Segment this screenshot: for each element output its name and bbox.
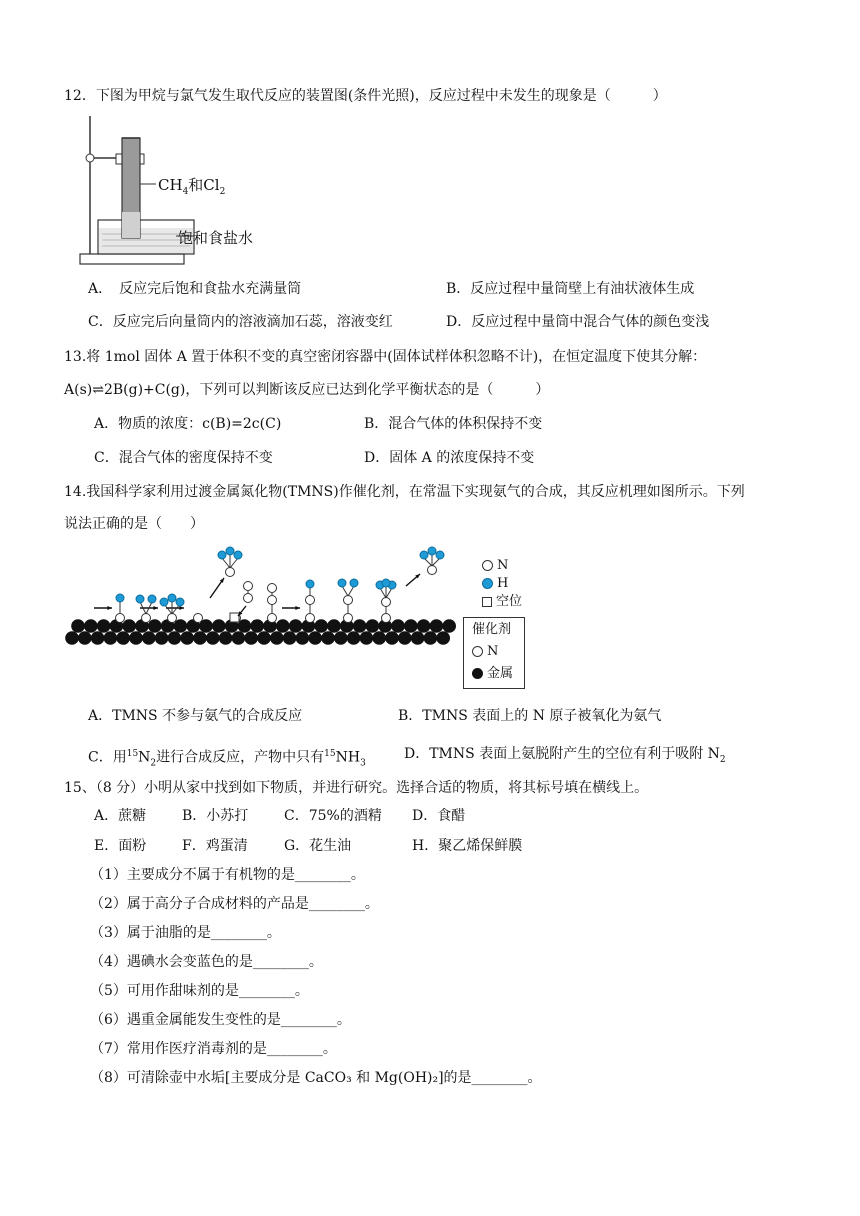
metal-atom	[398, 631, 412, 645]
q15-option-g: G．花生油	[284, 838, 352, 854]
h-atom	[382, 579, 390, 587]
surface-n-atom	[168, 614, 177, 623]
surface-n-atom	[194, 614, 203, 623]
n-atom	[344, 596, 353, 605]
q12-option-c: C．反应完后向量筒内的溶液滴加石蕊，溶液变红	[88, 314, 393, 330]
q15-option-b: B．小苏打	[182, 808, 249, 824]
bond	[386, 588, 392, 598]
q15-option-e: E．面粉	[94, 838, 147, 854]
q15-option-h: H．聚乙烯保鲜膜	[412, 838, 523, 854]
legend-h: H	[482, 576, 508, 592]
metal-atom	[65, 631, 79, 645]
h-atom	[234, 551, 242, 559]
catalyst-metal: 金属	[472, 666, 513, 682]
surface-n-atom	[268, 614, 277, 623]
q15-option-c: C．75%的酒精	[284, 808, 382, 824]
metal-atom	[321, 631, 335, 645]
bond	[380, 588, 386, 598]
metal-atom	[353, 619, 367, 633]
h-atom	[136, 595, 144, 603]
q14-stem-line1: 14.我国科学家利用过渡金属氮化物(TMNS)作催化剂，在常温下实现氨气的合成，其反应机理如图所示。下列	[64, 484, 745, 500]
metal-atom	[283, 631, 297, 645]
vacancy	[230, 613, 239, 622]
metal-atom	[97, 619, 111, 633]
q15-item-2: （2）属于高分子合成材料的产品是________。	[90, 896, 379, 912]
q12-gas-label: $CH_4$和$Cl_2$	[158, 176, 226, 197]
catalyst-n: N	[472, 644, 498, 660]
n-atom	[268, 584, 277, 593]
arrow-head	[107, 606, 112, 610]
metal-atom	[411, 631, 425, 645]
q13-stem-line2: A(s)⇌2B(g)+C(g)，下列可以判断该反应已达到化学平衡状态的是（ ）	[64, 382, 550, 398]
metal-atom	[232, 631, 246, 645]
q14-option-a: A．TMNS 不参与氨气的合成反应	[88, 708, 303, 724]
q15-item-5: （5）可用作甜味剂的是________。	[90, 983, 309, 999]
metal-atom	[296, 631, 310, 645]
legend-n: N	[482, 558, 508, 574]
q15-item-6: （6）遇重金属能发生变性的是________。	[90, 1012, 351, 1028]
q13-option-c: C．混合气体的密度保持不变	[94, 450, 273, 466]
n-atom	[244, 594, 253, 603]
surface-n-atom	[142, 614, 151, 623]
metal-atom	[71, 619, 85, 633]
metal-atom	[314, 619, 328, 633]
metal-atom	[391, 619, 405, 633]
n-atom	[306, 596, 315, 605]
q15-stem: 15、（8 分）小明从家中找到如下物质，并进行研究。选择合适的物质，将其标号填在横线上。	[64, 780, 649, 796]
surface-n-atom	[116, 614, 125, 623]
q12-option-d: D．反应过程中量筒中混合气体的颜色变浅	[446, 314, 710, 330]
metal-atom	[250, 619, 264, 633]
metal-atom	[327, 619, 341, 633]
h-atom	[160, 598, 168, 606]
n-atom	[226, 568, 235, 577]
q14-stem-line2: 说法正确的是（ ）	[64, 516, 204, 532]
metal-atom	[289, 619, 303, 633]
q14-option-c: C．用$^{15}N_2$进行合成反应，产物中只有$^{15}NH_3$	[88, 749, 366, 769]
q15-item-7: （7）常用作医疗消毒剂的是________。	[90, 1041, 337, 1057]
bond	[230, 558, 238, 568]
metal-atom	[417, 619, 431, 633]
metal-atom	[122, 619, 136, 633]
q12-water-label: 饱和食盐水	[178, 229, 254, 247]
n-atom	[244, 582, 253, 591]
surface-n-atom	[306, 614, 315, 623]
metal-atom	[430, 619, 444, 633]
q14-option-d: D．TMNS 表面上氨脱附产生的空位有利于吸附 $N_2$	[404, 746, 726, 765]
metal-atom	[193, 631, 207, 645]
metal-atom	[372, 631, 386, 645]
metal-atom	[424, 631, 438, 645]
h-atom	[420, 551, 428, 559]
metal-atom	[360, 631, 374, 645]
n-atom	[268, 596, 277, 605]
q13-stem-line1: 13.将 1mol 固体 A 置于体积不变的真空密闭容器中(固体试样体积忽略不计)，在恒定温度下使其分解：	[64, 349, 707, 365]
legend-vacancy: 空位	[482, 594, 522, 610]
h-atom	[428, 547, 436, 555]
q12-option-b: B．反应过程中量筒壁上有油状液体生成	[446, 281, 695, 297]
q12-stem: 12．下图为甲烷与氯气发生取代反应的装置图(条件光照)，反应过程中未发生的现象是（ ）	[64, 88, 667, 104]
h-atom	[168, 594, 176, 602]
metal-atom	[168, 631, 182, 645]
metal-atom	[104, 631, 118, 645]
q14-option-b: B．TMNS 表面上的 N 原子被氧化为氨气	[398, 708, 662, 724]
h-atom	[338, 579, 346, 587]
metal-atom	[206, 631, 220, 645]
h-atom	[218, 551, 226, 559]
bond	[342, 586, 348, 596]
h-atom	[350, 579, 358, 587]
metal-atom	[404, 619, 418, 633]
metal-atom	[155, 631, 169, 645]
q15-item-8: （8）可清除壶中水垢[主要成分是 CaCO₃ 和 Mg(OH)₂]的是________。	[90, 1070, 542, 1086]
metal-atom	[148, 619, 162, 633]
q15-item-1: （1）主要成分不属于有机物的是________。	[90, 867, 365, 883]
h-atom	[148, 595, 156, 603]
metal-atom	[436, 631, 450, 645]
arrow-head	[179, 606, 184, 610]
metal-atom	[219, 631, 233, 645]
h-atom	[176, 598, 184, 606]
n-atom	[428, 566, 437, 575]
q12-option-a: A． 反应完后饱和食盐水充满量筒	[88, 281, 302, 297]
catalyst-title: 催化剂	[472, 622, 512, 637]
q13-option-a: A．物质的浓度：c(B)=2c(C)	[94, 416, 282, 432]
catalyst-legend-box	[463, 617, 525, 689]
metal-atom	[385, 631, 399, 645]
metal-atom	[244, 631, 258, 645]
metal-atom	[347, 631, 361, 645]
surface-n-atom	[344, 614, 353, 623]
metal-atom	[84, 619, 98, 633]
metal-atom	[257, 631, 271, 645]
metal-atom	[78, 631, 92, 645]
q13-option-d: D．固体 A 的浓度保持不变	[364, 450, 535, 466]
metal-atom	[116, 631, 130, 645]
q15-item-4: （4）遇碘水会变蓝色的是________。	[90, 954, 323, 970]
metal-atom	[142, 631, 156, 645]
h-atom	[116, 594, 124, 602]
surface-n-atom	[382, 614, 391, 623]
arrow-head	[153, 606, 158, 610]
metal-atom	[180, 631, 194, 645]
arrow-head	[295, 606, 300, 610]
h-atom	[226, 547, 234, 555]
h-atom	[306, 580, 314, 588]
metal-atom	[308, 631, 322, 645]
q15-option-f: F．鸡蛋清	[182, 838, 248, 854]
bond	[348, 586, 354, 596]
metal-atom	[212, 619, 226, 633]
metal-atom	[334, 631, 348, 645]
q15-item-3: （3）属于油脂的是________。	[90, 925, 281, 941]
metal-atom	[366, 619, 380, 633]
bond	[222, 558, 230, 568]
q15-option-d: D．食醋	[412, 808, 466, 824]
metal-atom	[270, 631, 284, 645]
metal-atom	[276, 619, 290, 633]
q13-option-b: B．混合气体的体积保持不变	[364, 416, 543, 432]
q15-option-a: A．蔗糖	[94, 808, 147, 824]
metal-atom	[129, 631, 143, 645]
h-atom	[436, 551, 444, 559]
metal-atom	[442, 619, 456, 633]
metal-atom	[91, 631, 105, 645]
n-atom	[382, 598, 391, 607]
